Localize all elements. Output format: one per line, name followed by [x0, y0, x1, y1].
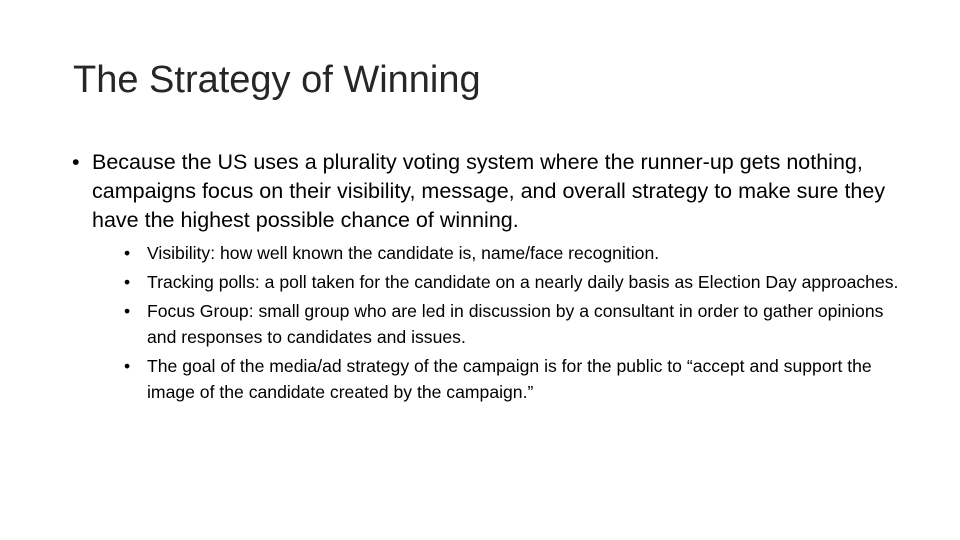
bullet-icon: •: [124, 356, 131, 376]
sub-bullet-text: Visibility: how well known the candidate is, name/face recognition.: [147, 243, 660, 263]
sub-bullet-item-tracking-polls: [120, 269, 902, 295]
sub-bullet-item-focus-group: [120, 298, 902, 350]
bullet-icon: •: [124, 301, 131, 321]
main-bullet-item: [72, 148, 902, 405]
slide-body: [72, 148, 902, 408]
sub-bullet-text: Tracking polls: a poll taken for the candidate on a nearly daily basis as Election Day approaches.: [147, 272, 899, 292]
bullet-icon: •: [124, 243, 131, 263]
sub-bullet-item-visibility: [120, 240, 902, 266]
bullet-icon: •: [72, 150, 80, 174]
slide-title: The Strategy of Winning: [73, 59, 481, 101]
sub-bullet-item-media-strategy: [120, 353, 902, 405]
sub-bullet-list: [120, 240, 902, 405]
sub-bullet-text: The goal of the media/ad strategy of the campaign is for the public to “accept and support the image of the candidate created by the campaign.”: [147, 356, 872, 402]
bullet-icon: •: [124, 272, 131, 292]
bullet-list: [72, 148, 902, 405]
sub-bullet-text: Focus Group: small group who are led in discussion by a consultant in order to gather opinions and responses to candidates and issues.: [147, 301, 884, 347]
main-bullet-text: Because the US uses a plurality voting system where the runner-up gets nothing, campaigns focus on their visibility, message, and overall strategy to make sure they have the highest possible chance of winning.: [92, 150, 886, 232]
